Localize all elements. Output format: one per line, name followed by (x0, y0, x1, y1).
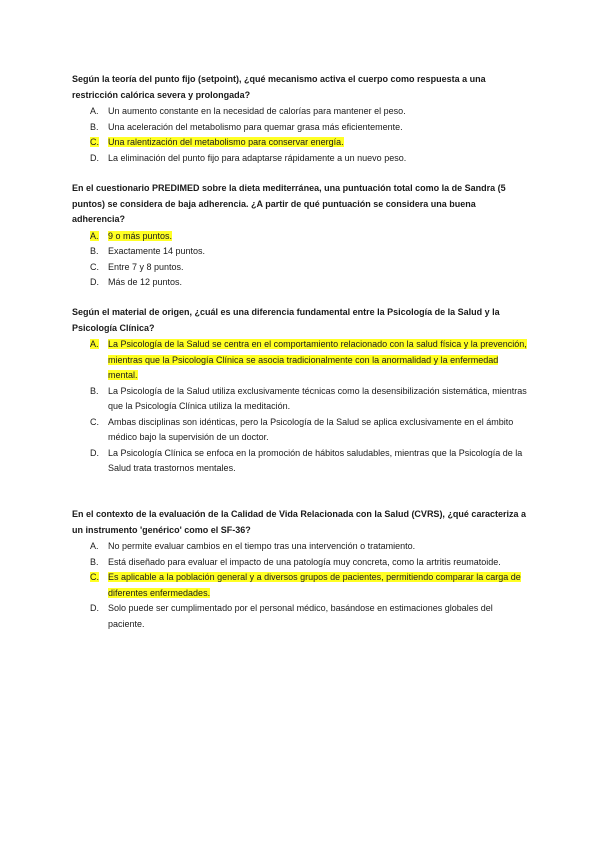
option-letter: C. (90, 572, 99, 582)
option-letter: B. (90, 246, 99, 256)
question-text: En el contexto de la evaluación de la Calidad de Vida Relacionada con la Salud (CVRS), ¿qué caracteriza a un instrumento 'genérico' como el SF-36? (72, 509, 526, 535)
option-b (72, 384, 530, 415)
option-b (72, 555, 530, 571)
question-3 (72, 305, 530, 477)
question-text: Según el material de origen, ¿cuál es una diferencia fundamental entre la Psicología de la Salud y la Psicología Clínica? (72, 307, 500, 333)
option-letter: A. (90, 541, 99, 551)
option-text: Una aceleración del metabolismo para quemar grasa más eficientemente. (108, 121, 403, 132)
option-letter: D. (90, 447, 99, 458)
option-c-highlighted (72, 135, 530, 151)
option-text: La Psicología Clínica se enfoca en la promoción de hábitos saludables, mientras que la Psicología de la Salud trata trastornos mentales. (108, 447, 523, 473)
option-letter: A. (90, 106, 99, 116)
option-text: Más de 12 puntos. (108, 277, 183, 287)
option-text: La Psicología de la Salud se centra en el comportamiento relacionado con la salud física y la prevención, mientras que la Psicología Clínica se asocia tradicionalmente con la anormalidad y la enfermedad mental. (108, 339, 527, 380)
option-d (72, 275, 530, 291)
option-letter: C. (90, 416, 99, 427)
option-d (72, 151, 530, 167)
option-letter: C. (90, 137, 99, 147)
option-text: La Psicología de la Salud utiliza exclusivamente técnicas como la desensibilización sistemática, mientras que la Psicología Clínica utiliza la meditación. (108, 385, 527, 411)
option-a (72, 539, 530, 555)
question-1 (72, 72, 530, 166)
option-text: Un aumento constante en la necesidad de calorías para mantener el peso. (108, 106, 406, 116)
option-c (72, 415, 530, 446)
option-text: Ambas disciplinas son idénticas, pero la Psicología de la Salud se aplica exclusivamente en el ámbito médico bajo la supervisión de un doctor. (108, 416, 514, 442)
option-text: Entre 7 y 8 puntos. (108, 261, 184, 272)
question-4 (72, 507, 530, 632)
option-text: Solo puede ser cumplimentado por el personal médico, basándose en estimaciones globales del paciente. (108, 603, 493, 629)
option-text: Exactamente 14 puntos. (108, 246, 206, 256)
option-letter: D. (90, 277, 99, 287)
option-a (72, 104, 530, 120)
option-c (72, 260, 530, 276)
option-text: Está diseñado para evaluar el impacto de una patología muy concreta, como la artritis reumatoide. (108, 556, 501, 567)
option-letter: C. (90, 261, 99, 272)
option-b (72, 120, 530, 136)
option-text: Es aplicable a la población general y a diversos grupos de pacientes, permitiendo comparar la carga de diferentes enfermedades. (108, 572, 521, 598)
question-text: En el cuestionario PREDIMED sobre la dieta mediterránea, una puntuación total como la de Sandra (5 puntos) se considera de baja adherencia. ¿A partir de qué puntuación se considera una buena adherencia? (72, 183, 506, 224)
option-c-highlighted (72, 570, 530, 601)
option-letter: D. (90, 603, 99, 613)
option-d (72, 446, 530, 477)
option-d (72, 601, 530, 632)
option-a-highlighted (72, 337, 530, 384)
option-text: 9 o más puntos. (108, 230, 173, 241)
option-text: Una ralentización del metabolismo para conservar energía. (108, 137, 344, 147)
question-2 (72, 181, 530, 291)
option-text: No permite evaluar cambios en el tiempo tras una intervención o tratamiento. (108, 541, 416, 551)
option-letter: B. (90, 556, 99, 567)
option-letter: A. (90, 339, 99, 349)
option-text: La eliminación del punto fijo para adaptarse rápidamente a un nuevo peso. (108, 152, 407, 163)
option-letter: D. (90, 152, 99, 163)
option-b (72, 244, 530, 260)
option-letter: B. (90, 385, 99, 396)
option-a-highlighted (72, 229, 530, 245)
option-letter: A. (90, 230, 99, 241)
option-letter: B. (90, 121, 99, 132)
question-text: Según la teoría del punto fijo (setpoint), ¿qué mecanismo activa el cuerpo como respuesta a una restricción calórica severa y prolongada? (72, 74, 486, 100)
